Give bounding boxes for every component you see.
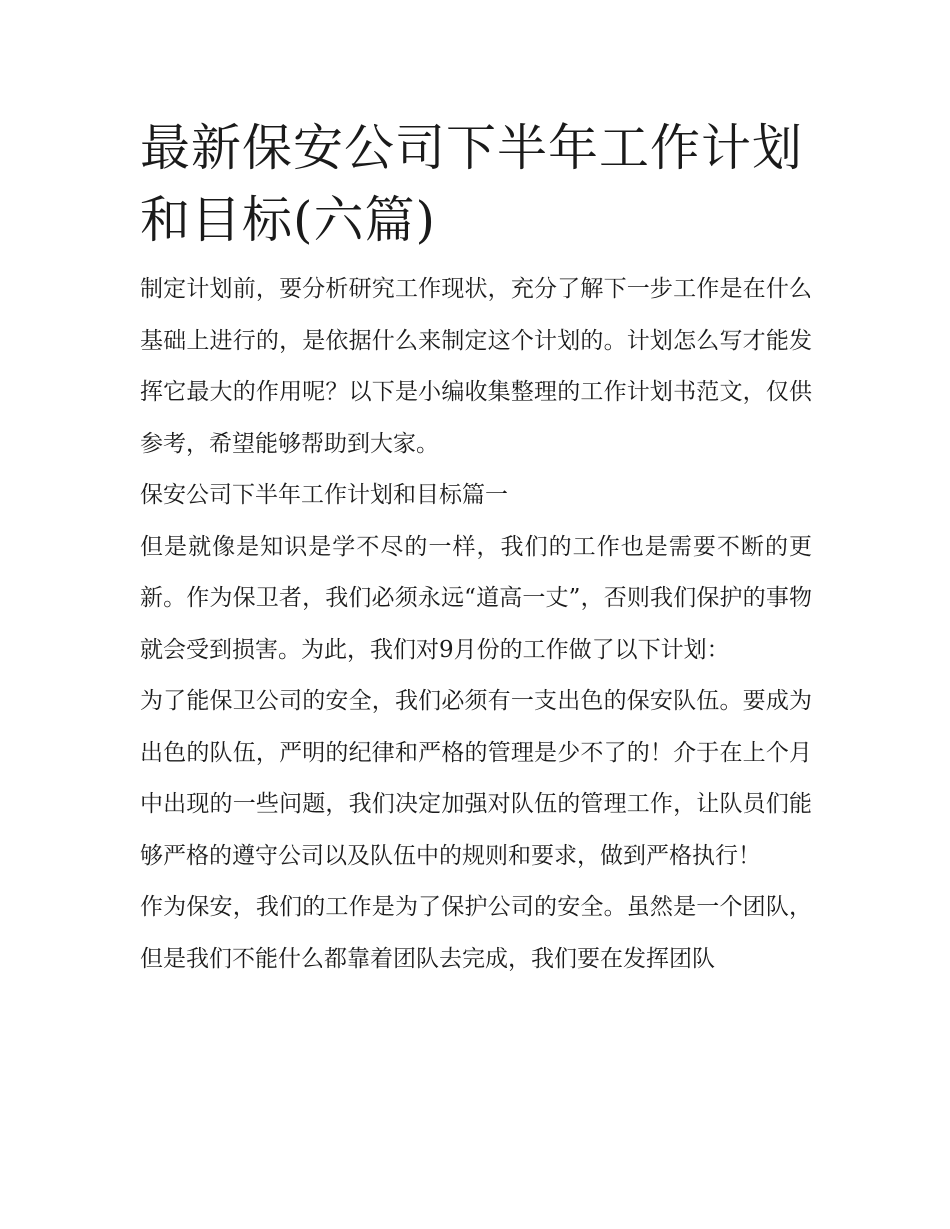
- body-paragraph: 但是就像是知识是学不尽的一样，我们的工作也是需要不断的更新。作为保卫者，我们必须永远“道高一丈”，否则我们保护的事物就会受到损害。为此，我们对9月份的工作做了以下计划：: [140, 533, 812, 663]
- document-body: [140, 112, 812, 985]
- body-paragraph: 为了能保卫公司的安全，我们必须有一支出色的保安队伍。要成为出色的队伍，严明的纪律和严格的管理是少不了的！介于在上个月中出现的一些问题，我们决定加强对队伍的管理工作，让队员们能够严格的遵守公司以及队伍中的规则和要求，做到严格执行！: [140, 688, 812, 869]
- document-title: 最新保安公司下半年工作计划和目标(六篇): [140, 119, 803, 249]
- intro-paragraph: 制定计划前，要分析研究工作现状，充分了解下一步工作是在什么基础上进行的，是依据什么来制定这个计划的。计划怎么写才能发挥它最大的作用呢？以下是小编收集整理的工作计划书范文，仅供参考，希望能够帮助到大家。: [140, 276, 812, 457]
- body-paragraph: 作为保安，我们的工作是为了保护公司的安全。虽然是一个团队，但是我们不能什么都靠着团队去完成，我们要在发挥团队: [140, 894, 812, 972]
- section-heading: 保安公司下半年工作计划和目标篇一: [140, 482, 508, 508]
